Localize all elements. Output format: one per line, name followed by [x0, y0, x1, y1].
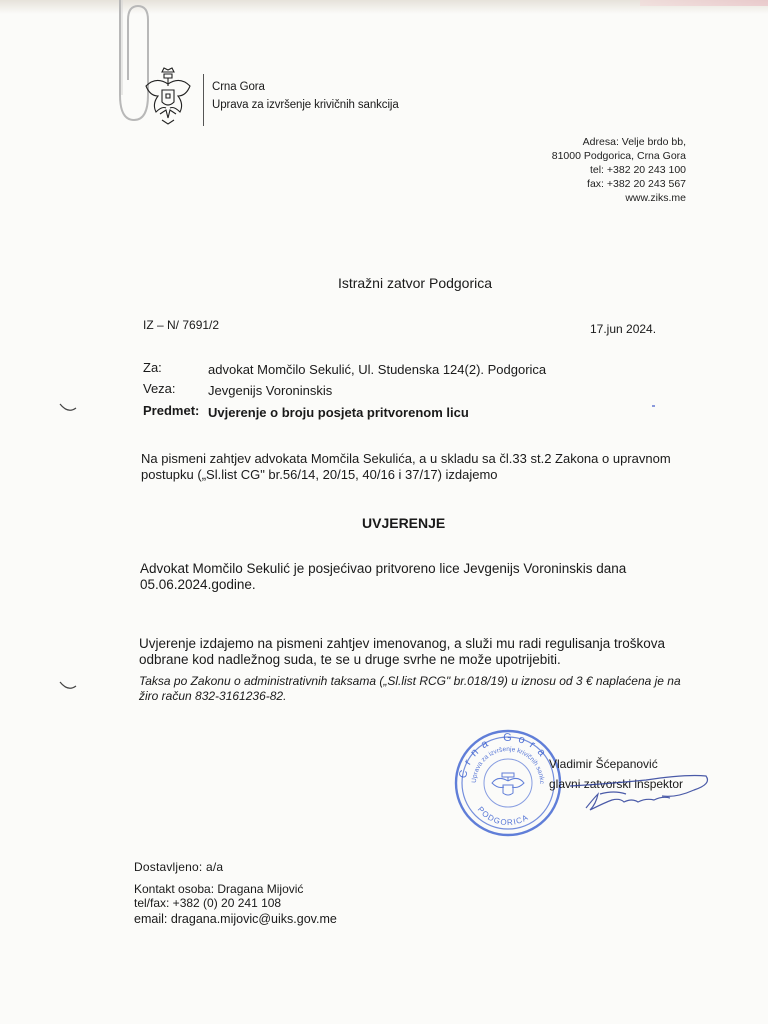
veza-value: Jevgenijs Voroninskis [208, 383, 333, 398]
header-text [212, 78, 399, 114]
stamp-top-text: Crna Gora [456, 731, 552, 780]
footer-contact: Kontakt osoba: Dragana Mijović [134, 882, 304, 896]
certificate-heading [362, 515, 445, 531]
svg-text:PODGORICA [476, 805, 530, 827]
intro-line1: Na pismeni zahtjev advokata Momčila Sekulića, a u skladu sa čl.33 st.2 Zakona o upravnom [141, 451, 671, 466]
purpose-line2: odbrane kod nadležnog suda, te se u druge svrhe ne može upotrijebiti. [139, 652, 561, 667]
footer-telfax: tel/fax: +382 (0) 20 241 108 [134, 896, 282, 910]
header-institution: Uprava za izvršenje krivičnih sankcija [212, 99, 399, 111]
tax-note [139, 674, 681, 704]
signatory-name: Vladimir Šćepanović [549, 757, 658, 771]
tax-line1: Taksa po Zakonu o administrativnih taksama („Sl.list RCG" br.018/19) u iznosu od 3 € naplaćena je na [139, 674, 681, 688]
reference-number: IZ – N/ 7691/2 [143, 318, 220, 332]
address-web: www.ziks.me [625, 192, 686, 204]
za-label: Za: [143, 360, 162, 375]
stamp-bottom-text: PODGORICA [475, 804, 531, 828]
official-stamp [452, 727, 564, 839]
address-line1: Adresa: Velje brdo bb, [582, 136, 686, 148]
footer-block [134, 860, 337, 926]
statement-line2: 05.06.2024.godine. [140, 577, 256, 592]
statement-line1: Advokat Momčilo Sekulić je posjećivao pritvoreno lice Jevgenijs Voroninskis dana [140, 561, 627, 576]
purpose-paragraph [139, 636, 665, 668]
header-country: Crna Gora [212, 81, 265, 93]
veza-label: Veza: [143, 381, 176, 396]
stamp-emblem-icon [492, 773, 524, 795]
stamp-ring-text: Uprava za izvršenje krivičnih sankc [470, 745, 546, 785]
purpose-line1: Uvjerenje izdajemo na pismeni zahtjev imenovanog, a služi mu radi regulisanja troškova [139, 636, 666, 651]
margin-mark-lower [58, 680, 78, 692]
footer-delivered: Dostavljeno: a/a [134, 860, 224, 874]
statement-paragraph [140, 561, 626, 593]
signatory-title: glavni zatvorski inspektor [549, 777, 684, 791]
address-fax: fax: +382 20 243 567 [587, 178, 686, 190]
handwritten-signature [566, 768, 716, 818]
address-tel: tel: +382 20 243 100 [589, 164, 686, 176]
tax-line2: žiro račun 832-3161236-82. [139, 689, 287, 703]
za-value: advokat Momčilo Sekulić, Ul. Studenska 124(2). Podgorica [208, 362, 547, 377]
predmet-label-text: Predmet: [143, 403, 200, 418]
predmet-value-text: Uvjerenje o broju posjeta pritvorenom licu [208, 405, 469, 420]
address-line2: 81000 Podgorica, Crna Gora [551, 150, 686, 162]
predmet-label [143, 403, 199, 418]
coat-of-arms-icon [140, 66, 196, 126]
certificate-heading-text: UVJERENJE [362, 515, 446, 531]
header-divider [203, 74, 204, 126]
predmet-value [208, 405, 469, 420]
pink-edge-mark [640, 0, 768, 6]
intro-paragraph [141, 451, 671, 483]
scan-dot [652, 405, 655, 407]
document-date: 17.jun 2024. [590, 322, 657, 336]
address-block [552, 135, 686, 205]
margin-mark-upper [58, 402, 78, 414]
footer-email: email: dragana.mijovic@uiks.gov.me [134, 912, 337, 926]
unit-title: Istražni zatvor Podgorica [337, 275, 493, 291]
intro-line2: postupku („Sl.list CG" br.56/14, 20/15, 40/16 i 37/17) izdajemo [141, 467, 498, 482]
